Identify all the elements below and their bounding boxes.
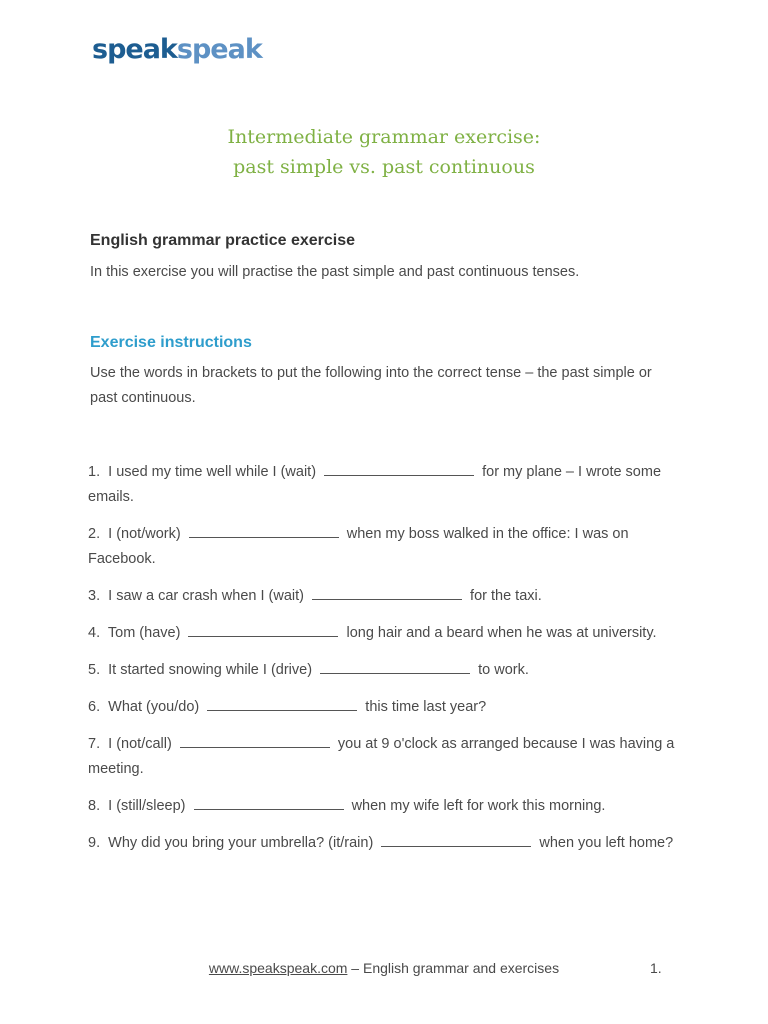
question-text-after: when you left home? bbox=[539, 835, 674, 851]
question-text-before: I used my time well while I (wait) bbox=[108, 464, 317, 480]
answer-blank[interactable] bbox=[188, 623, 338, 637]
title-line-1: Intermediate grammar exercise: bbox=[227, 126, 541, 148]
question-text-before: What (you/do) bbox=[108, 699, 200, 715]
question-text-after: this time last year? bbox=[365, 699, 487, 715]
question-text-before: I (not/call) bbox=[108, 736, 172, 752]
question-text-after: long hair and a beard when he was at university. bbox=[346, 625, 657, 641]
answer-blank[interactable] bbox=[312, 586, 462, 600]
question-item bbox=[88, 831, 682, 856]
question-item bbox=[88, 621, 682, 646]
question-number: 9. bbox=[88, 835, 101, 851]
question-number: 3. bbox=[88, 588, 101, 604]
question-text-after: when my wife left for work this morning. bbox=[351, 798, 606, 814]
question-item bbox=[88, 794, 682, 819]
page-number: 1. bbox=[650, 960, 662, 976]
title-line-2: past simple vs. past continuous bbox=[233, 156, 535, 178]
answer-blank[interactable] bbox=[194, 796, 344, 810]
question-text-before: Why did you bring your umbrella? (it/rain) bbox=[108, 835, 374, 851]
question-item bbox=[88, 732, 682, 782]
question-text-after: for my plane – I wrote some emails. bbox=[88, 464, 662, 505]
logo-part-2: speak bbox=[176, 34, 262, 65]
question-number: 8. bbox=[88, 798, 101, 814]
answer-blank[interactable] bbox=[324, 462, 474, 476]
question-text-before: I (not/work) bbox=[108, 526, 181, 542]
question-item bbox=[88, 695, 682, 720]
question-number: 4. bbox=[88, 625, 101, 641]
question-number: 5. bbox=[88, 662, 101, 678]
question-text-after: to work. bbox=[478, 662, 529, 678]
question-text-before: I (still/sleep) bbox=[108, 798, 186, 814]
question-text-after: when my boss walked in the office: I was on Facebook. bbox=[88, 526, 629, 567]
question-list bbox=[88, 460, 682, 868]
question-text-before: I saw a car crash when I (wait) bbox=[108, 588, 304, 604]
question-item bbox=[88, 658, 682, 683]
question-text-after: for the taxi. bbox=[470, 588, 542, 604]
footer-text: – English grammar and exercises bbox=[347, 960, 560, 976]
footer-link[interactable]: www.speakspeak.com bbox=[208, 960, 348, 976]
answer-blank[interactable] bbox=[189, 524, 339, 538]
question-text-after: you at 9 o'clock as arranged because I was having a meeting. bbox=[88, 736, 675, 777]
answer-blank[interactable] bbox=[381, 833, 531, 847]
logo-part-1: speak bbox=[92, 34, 177, 65]
speakspeak-logo bbox=[92, 30, 262, 70]
practice-heading: English grammar practice exercise bbox=[90, 232, 356, 249]
question-item bbox=[88, 522, 682, 572]
document-title bbox=[0, 122, 768, 182]
answer-blank[interactable] bbox=[207, 697, 357, 711]
question-number: 6. bbox=[88, 699, 101, 715]
instructions-text: Use the words in brackets to put the following into the correct tense – the past simple or past continuous. bbox=[90, 365, 652, 406]
question-item bbox=[88, 584, 682, 609]
question-number: 7. bbox=[88, 736, 101, 752]
answer-blank[interactable] bbox=[320, 660, 470, 674]
question-text-before: Tom (have) bbox=[107, 625, 181, 641]
practice-intro: In this exercise you will practise the past simple and past continuous tenses. bbox=[90, 264, 580, 280]
instructions-heading: Exercise instructions bbox=[90, 334, 252, 351]
question-number: 2. bbox=[88, 526, 101, 542]
question-item bbox=[88, 460, 682, 510]
question-text-before: It started snowing while I (drive) bbox=[108, 662, 313, 678]
answer-blank[interactable] bbox=[180, 734, 330, 748]
question-number: 1. bbox=[88, 464, 101, 480]
